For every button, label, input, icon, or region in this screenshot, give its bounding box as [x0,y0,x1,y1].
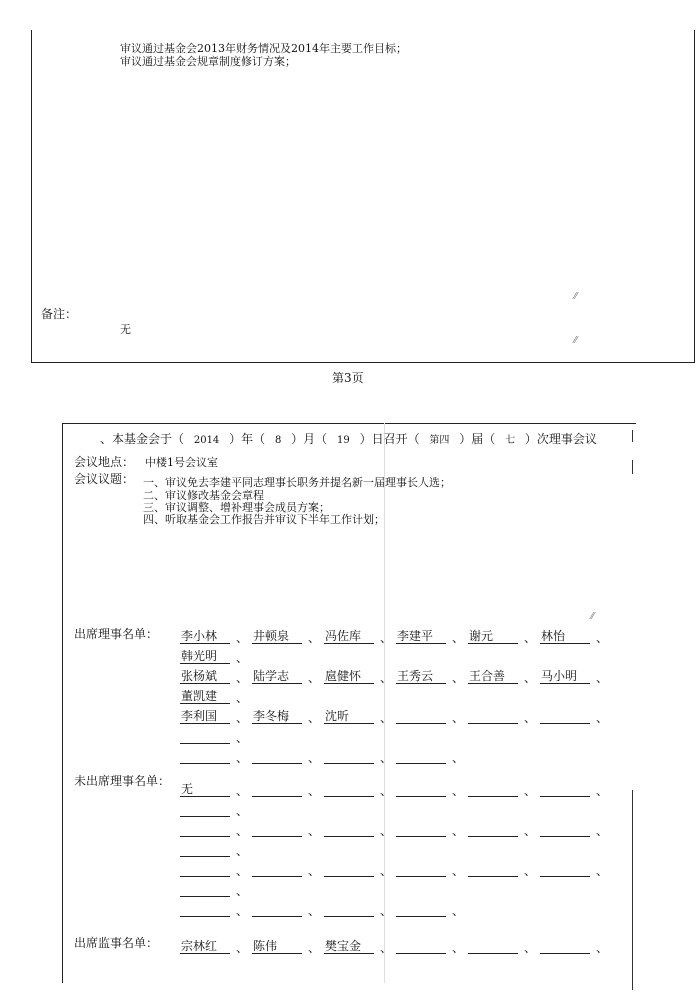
name-blank-underline [324,859,374,877]
name-separator: 、 [524,671,537,685]
name-separator: 、 [596,824,609,838]
name-separator: 、 [452,864,465,878]
name-separator: 、 [596,864,609,878]
name-separator: 、 [236,864,249,878]
name-separator: 、 [596,784,609,798]
name-blank-underline [396,859,446,877]
name-blank-underline [396,899,446,917]
name-separator: 、 [236,651,249,665]
name-blank-underline [396,819,446,837]
name-separator: 、 [524,941,537,955]
name-blank-underline [396,746,446,764]
name-blank-underline [540,859,590,877]
name-separator: 、 [596,631,609,645]
name-entry: 樊宝金 [325,939,362,953]
name-entry: 冯佐库 [325,629,362,643]
name-separator: 、 [236,671,249,685]
name-separator: 、 [524,784,537,798]
header-month-suffix: ）月（ [291,432,328,446]
header-session-suffix: ）次理事会议 [524,432,597,446]
name-entry: 无 [181,782,194,796]
name-entry: 马小明 [541,669,578,683]
remarks-value: 无 [120,323,131,336]
name-separator: 、 [452,941,465,955]
name-separator: 、 [380,824,393,838]
name-separator: 、 [236,784,249,798]
name-blank-underline [540,779,590,797]
name-separator: 、 [308,904,321,918]
border-dash [632,430,633,442]
resolution-2: 审议通过基金会规章制度修订方案； [120,55,296,68]
remarks-label: 备注： [41,307,78,321]
supervisors-label: 出席监事名单： [74,936,159,950]
name-blank-underline [180,899,230,917]
topic-2: 二、审议修改基金会章程 [143,489,264,502]
name-blank-underline [324,779,374,797]
name-blank-underline [324,819,374,837]
name-blank-underline [252,899,302,917]
resize-grip-icon: ⁄⁄ [591,612,595,622]
name-separator: 、 [236,941,249,955]
name-separator: 、 [236,711,249,725]
meeting-term: 第四 [429,435,450,446]
name-separator: 、 [452,671,465,685]
name-separator: 、 [236,884,249,898]
resolution-1: 审议通过基金会2013年财务情况及2014年主要工作目标； [120,42,407,55]
name-entry: 林怡 [541,629,566,643]
name-entry: 李冬梅 [253,709,290,723]
name-blank-underline [252,859,302,877]
name-entry: 井顿泉 [253,629,290,643]
name-separator: 、 [380,784,393,798]
meeting-session: 七 [505,435,516,446]
name-blank-underline [540,706,590,724]
name-separator: 、 [452,751,465,765]
location-label: 会议地点： [74,455,135,469]
name-blank-underline [180,819,230,837]
topic-1: 一、审议免去李建平同志理事长职务并提名新一届理事长人选； [143,476,451,489]
header-term-suffix: ）届（ [459,432,496,446]
name-blank-underline [396,779,446,797]
name-blank-underline [468,706,518,724]
name-blank-underline [468,936,518,954]
name-separator: 、 [308,751,321,765]
name-separator: 、 [452,711,465,725]
name-separator: 、 [596,941,609,955]
name-blank-underline [180,859,230,877]
name-separator: 、 [380,751,393,765]
name-blank-underline [468,819,518,837]
name-blank-underline [180,746,230,764]
name-blank-underline [540,936,590,954]
meeting-day: 19 [337,435,350,446]
name-separator: 、 [380,941,393,955]
name-separator: 、 [236,731,249,745]
name-blank-underline [468,859,518,877]
topic-4: 四、听取基金会工作报告并审议下半年工作计划； [143,513,385,526]
name-blank-underline [180,879,230,897]
name-entry: 沈昕 [325,709,350,723]
name-separator: 、 [236,751,249,765]
page-number: 第3页 [332,371,364,385]
meeting-header [100,430,597,447]
name-separator: 、 [308,711,321,725]
name-separator: 、 [452,784,465,798]
name-blank-underline [252,746,302,764]
topic-3: 三、审议调整、增补理事会成员方案； [143,501,330,514]
name-entry: 李利国 [181,709,218,723]
name-blank-underline [324,899,374,917]
name-blank-underline [180,799,230,817]
name-blank-underline [396,706,446,724]
name-blank-underline [468,779,518,797]
border-dash [632,460,633,474]
name-separator: 、 [380,631,393,645]
name-blank-underline [180,726,230,744]
name-blank-underline [252,779,302,797]
name-separator: 、 [380,671,393,685]
name-entry: 王秀云 [397,669,434,683]
name-separator: 、 [236,691,249,705]
name-separator: 、 [524,631,537,645]
fold-line [384,423,385,983]
name-entry: 张杨斌 [181,669,218,683]
name-separator: 、 [524,864,537,878]
name-separator: 、 [308,941,321,955]
attending-label: 出席理事名单： [74,627,159,641]
name-separator: 、 [452,631,465,645]
header-day-suffix: ）日召开（ [359,432,420,446]
name-entry: 谢元 [469,629,494,643]
name-entry: 陈伟 [253,939,278,953]
name-separator: 、 [308,824,321,838]
name-entry: 董凯建 [181,689,218,703]
name-blank-underline [252,819,302,837]
header-prefix: 、本基金会于（ [100,432,185,446]
name-separator: 、 [380,904,393,918]
border-dash [632,790,633,990]
name-blank-underline [396,936,446,954]
name-separator: 、 [308,631,321,645]
name-separator: 、 [380,864,393,878]
resize-grip-icon: ⁄⁄ [574,336,578,346]
name-blank-underline [324,746,374,764]
name-separator: 、 [452,904,465,918]
name-entry: 李建平 [397,629,434,643]
name-separator: 、 [236,804,249,818]
name-separator: 、 [236,904,249,918]
page1-frame [31,30,695,363]
name-separator: 、 [308,864,321,878]
name-entry: 扈健怀 [325,669,362,683]
header-year-suffix: ）年（ [229,432,266,446]
name-separator: 、 [596,671,609,685]
topics-label: 会议议题： [74,472,135,486]
meeting-year: 2014 [193,435,220,446]
name-entry: 李小林 [181,629,218,643]
name-separator: 、 [308,784,321,798]
name-separator: 、 [236,631,249,645]
location-value: 中楼1号会议室 [145,456,218,469]
name-blank-underline [180,839,230,857]
name-separator: 、 [524,711,537,725]
meeting-month: 8 [274,435,282,446]
name-entry: 陆学志 [253,669,290,683]
name-separator: 、 [236,844,249,858]
name-separator: 、 [236,824,249,838]
absent-label: 未出席理事名单： [74,774,171,788]
name-separator: 、 [380,711,393,725]
name-separator: 、 [524,824,537,838]
name-blank-underline [540,819,590,837]
name-separator: 、 [308,671,321,685]
name-separator: 、 [452,824,465,838]
name-separator: 、 [596,711,609,725]
name-entry: 韩光明 [181,649,218,663]
name-entry: 宗林红 [181,939,218,953]
name-entry: 王合善 [469,669,506,683]
resize-grip-icon: ⁄⁄ [574,292,578,302]
